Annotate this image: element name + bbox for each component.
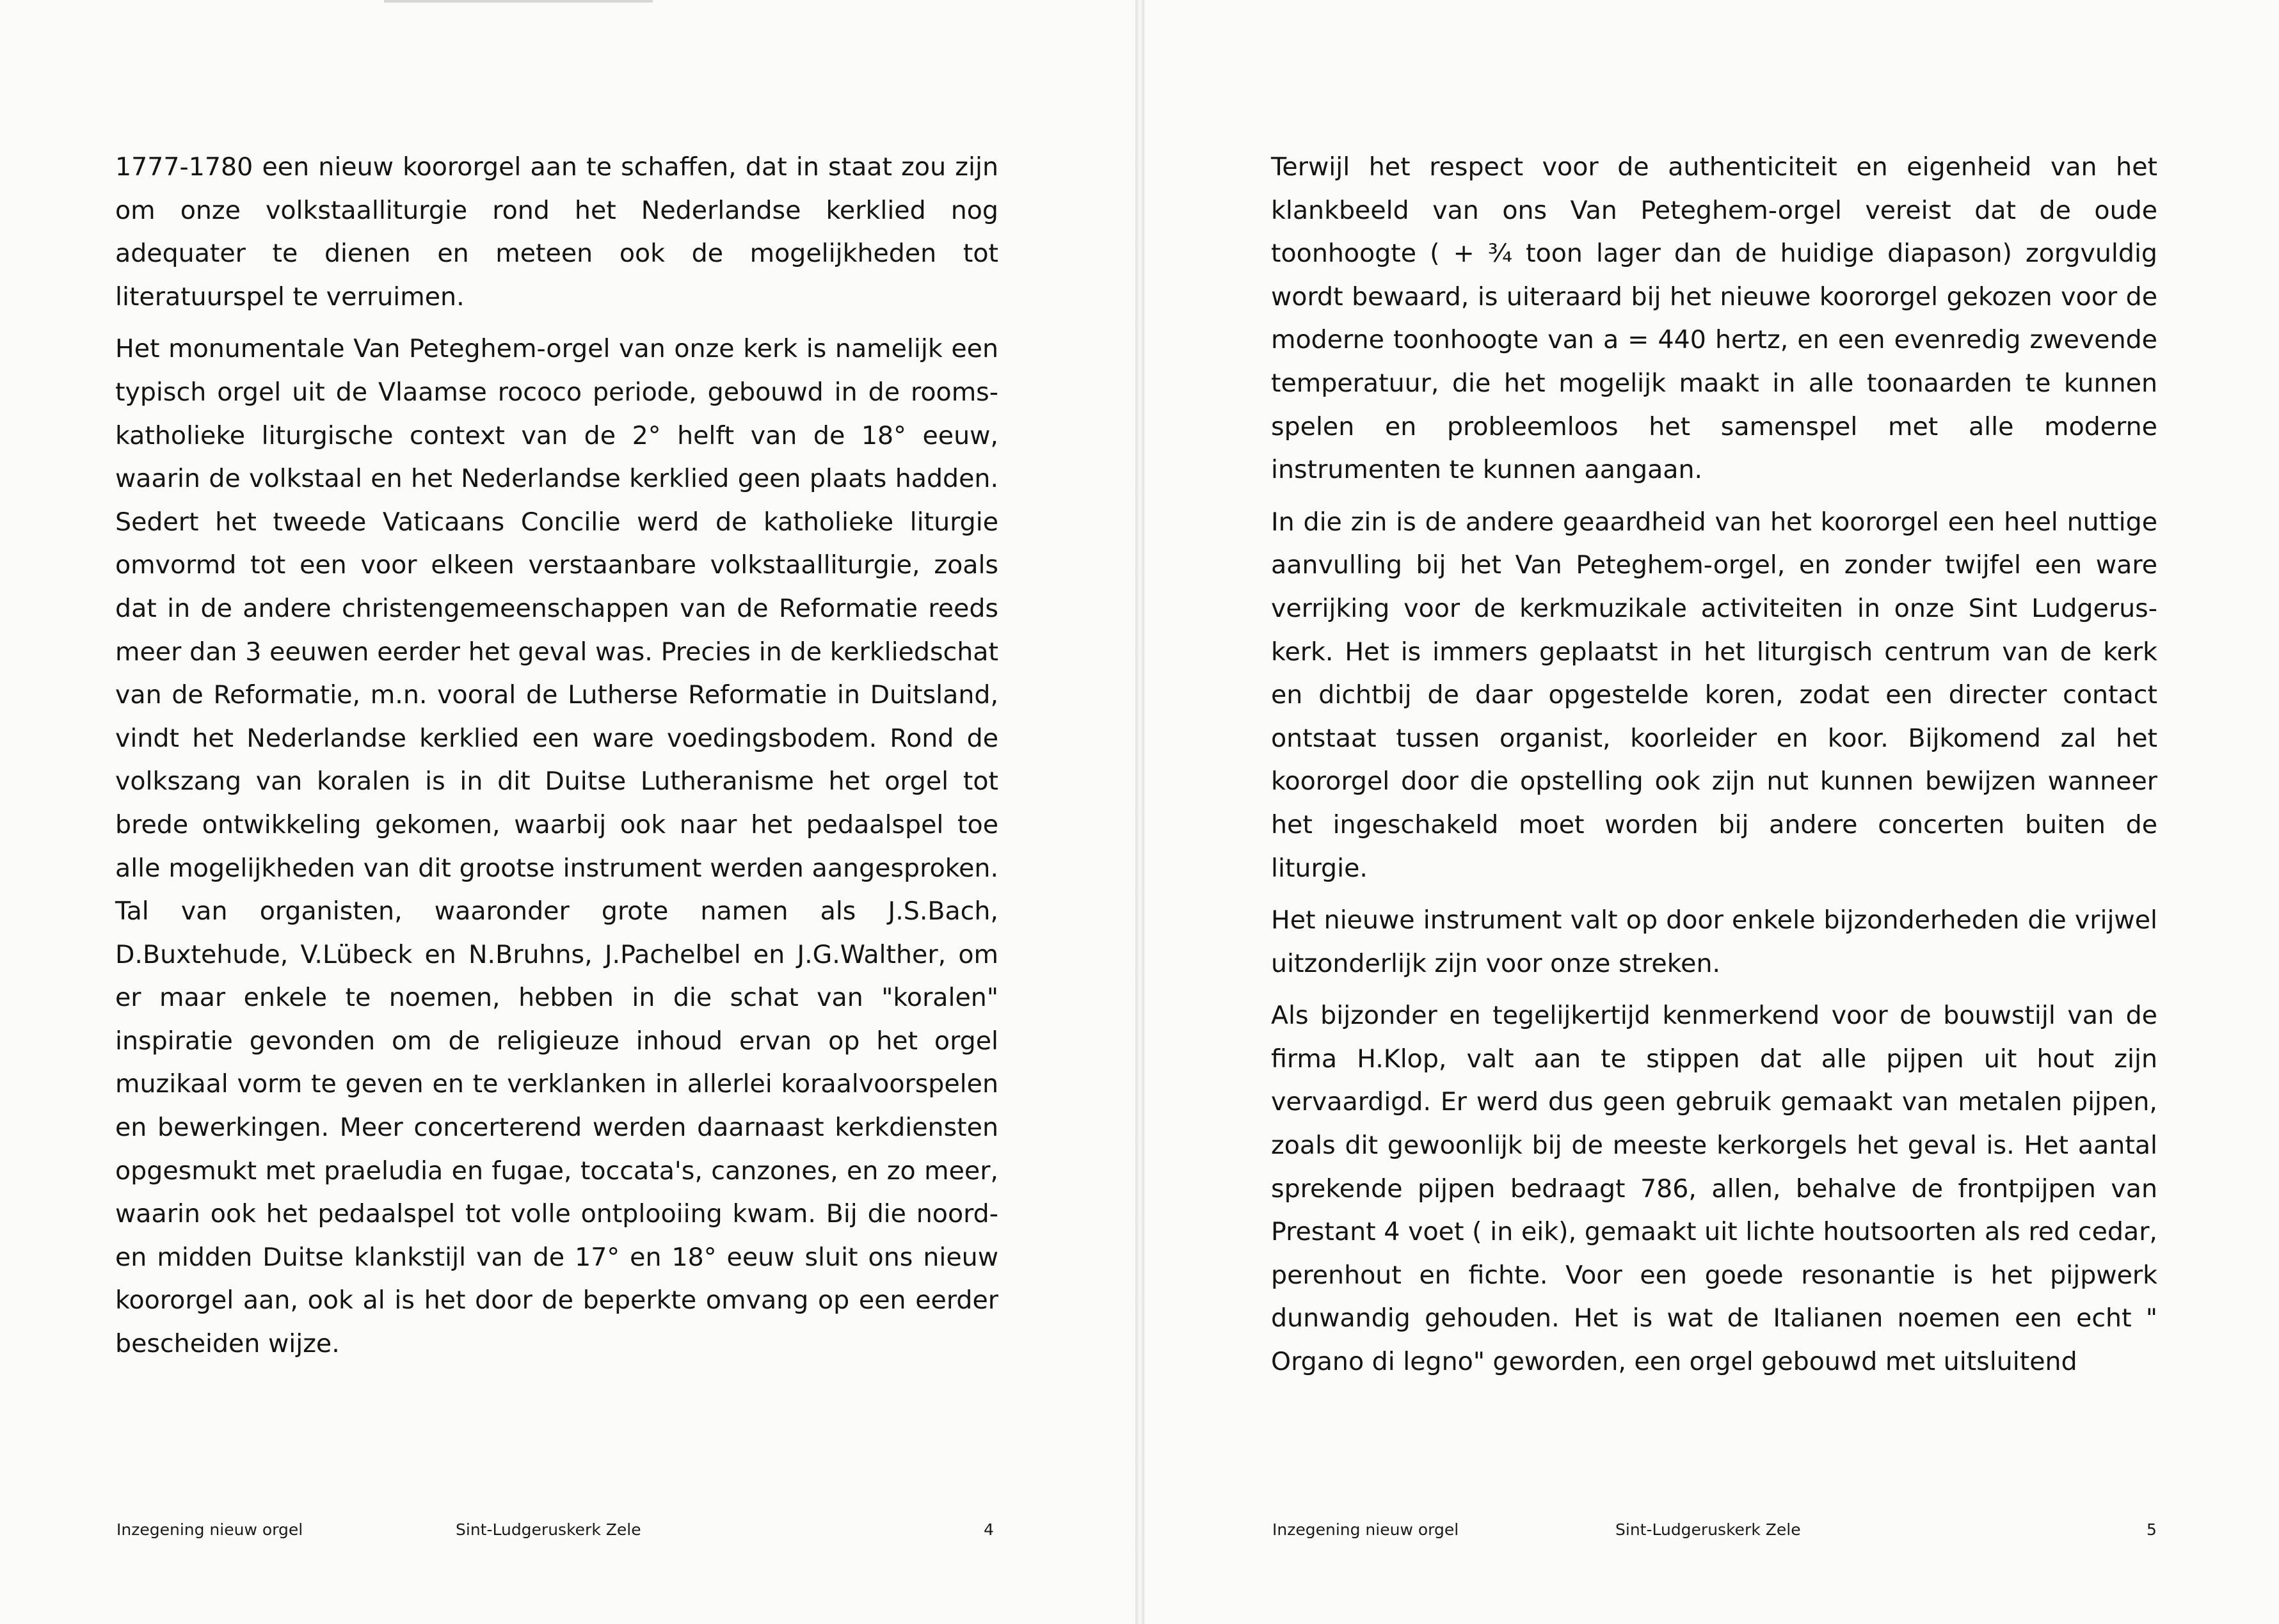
right-footer-title: Inzegening nieuw orgel: [1272, 1520, 1459, 1539]
left-page-number: 4: [984, 1520, 994, 1539]
right-page-body: [1271, 146, 2157, 1393]
right-page: [1144, 0, 2279, 1624]
center-fold: [1135, 0, 1144, 1624]
scan-edge-mark: [384, 0, 653, 3]
left-page: [0, 0, 1135, 1624]
left-page-body: [115, 146, 998, 1375]
right-paragraph-4: Als bijzonder en tegelijkertijd kenmerkend voor de bouwstijl van de firma H.Klop, valt aan te stippen dat alle pijpen uit hout zijn vervaardigd. Er werd dus geen gebruik gemaakt van metalen pijpen, zoals dit gewoonlijk bij de meeste kerkorgels het geval is. Het aantal sprekende pijpen bedraagt 786, allen, behalve de frontpijpen van Prestant 4 voet ( in eik), gemaakt uit lichte houtsoorten als red cedar, perenhout en fichte. Voor een goede resonantie is het pijpwerk dunwandig gehouden. Het is wat de Italianen noemen een echt " Organo di legno" geworden, een orgel gebouwd met uitsluitend: [1271, 1001, 2157, 1377]
right-paragraph-1: Terwijl het respect voor de authenticiteit en eigenheid van het klankbeeld van ons Van Peteghem-orgel vereist dat de oude toonhoogte ( + ¾ toon lager dan de huidige diapason) zorgvuldig wordt bewaard, is uiteraard bij het nieuwe koororgel gekozen voor de moderne toonhoogte van a = 440 hertz, en een evenredig zwevende temperatuur, die het mogelijk maakt in alle toonaarden te kunnen spelen en probleemloos het samenspel met alle moderne instrumenten te kunnen aangaan.: [1271, 152, 2157, 485]
left-paragraph-1: 1777-1780 een nieuw koororgel aan te schaffen, dat in staat zou zijn om onze volkstaalliturgie rond het Nederlandse kerklied nog adequater te dienen en meteen ook de mogelijkheden tot literatuurspel te verruimen.: [115, 152, 998, 312]
right-paragraph-2: In die zin is de andere geaardheid van het koororgel een heel nuttige aanvulling bij het Van Peteghem-orgel, en zonder twijfel een ware verrijking voor de kerkmuzikale activiteiten in onze Sint Ludgerus-kerk. Het is immers geplaatst in het liturgisch centrum van de kerk en dichtbij de daar opgestelde koren, zodat een directer contact ontstaat tussen organist, koorleider en koor. Bijkomend zal het koororgel door die opstelling ook zijn nut kunnen bewijzen wanneer het ingeschakeld moet worden bij andere concerten buiten de liturgie.: [1271, 507, 2157, 883]
right-page-number: 5: [2147, 1520, 2157, 1539]
left-paragraph-2: Het monumentale Van Peteghem-orgel van onze kerk is namelijk een typisch orgel uit de Vlaamse rococo periode, gebouwd in de rooms-katholieke liturgische context van de 2° helft van de 18° eeuw, waarin de volkstaal en het Nederlandse kerklied geen plaats hadden. Sedert het tweede Vaticaans Concilie werd de katholieke liturgie omvormd tot een voor elkeen verstaanbare volkstaalliturgie, zoals dat in de andere christengemeenschappen van de Reformatie reeds meer dan 3 eeuwen eerder het geval was. Precies in de kerkliedschat van de Reformatie, m.n. vooral de Lutherse Reformatie in Duitsland, vindt het Nederlandse kerklied een ware voedingsbodem. Rond de volkszang van koralen is in dit Duitse Lutheranisme het orgel tot brede ontwikkeling gekomen, waarbij ook naar het pedaalspel toe alle mogelijkheden van dit grootse instrument werden aangesproken. Tal van organisten, waaronder grote namen als J.S.Bach, D.Buxtehude, V.Lübeck en N.Bruhns, J.Pachelbel en J.G.Walther, om er maar enkele te noemen, hebben in die schat van "koralen" inspiratie gevonden om de religieuze inhoud ervan op het orgel muzikaal vorm te geven en te verklanken in allerlei koraalvoorspelen en bewerkingen. Meer concerterend werden daarnaast kerkdiensten opgesmukt met praeludia en fugae, toccata's, canzones, en zo meer, waarin ook het pedaalspel tot volle ontplooiing kwam. Bij die noord- en midden Duitse klankstijl van de 17° en 18° eeuw sluit ons nieuw koororgel aan, ook al is het door de beperkte omvang op een eerder bescheiden wijze.: [115, 334, 998, 1359]
left-footer-church: Sint-Ludgeruskerk Zele: [456, 1520, 641, 1539]
left-footer-title: Inzegening nieuw orgel: [116, 1520, 303, 1539]
right-footer-church: Sint-Ludgeruskerk Zele: [1615, 1520, 1801, 1539]
right-paragraph-3: Het nieuwe instrument valt op door enkele bijzonderheden die vrijwel uitzonderlijk zijn voor onze streken.: [1271, 905, 2157, 978]
